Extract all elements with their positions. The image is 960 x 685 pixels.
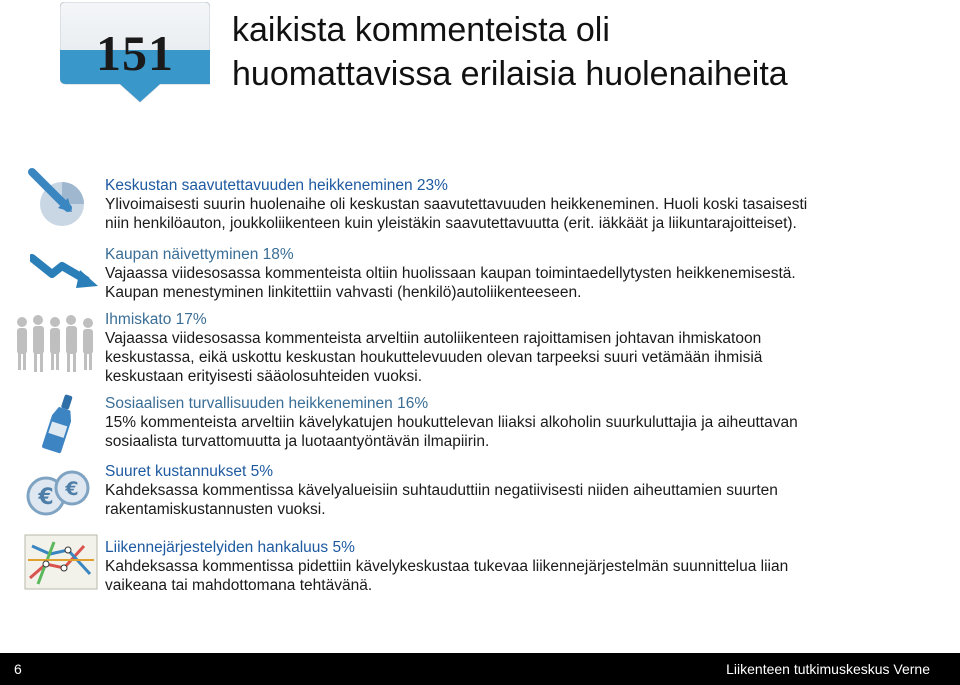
badge-number: 151: [96, 25, 174, 81]
section-text-line: niin henkilöauton, joukkoliikenteen kuin yleistäkin saavutettavuutta (erit. iäkkäät ja liikuntarajoitteiset).: [105, 215, 797, 232]
section-text-line: rakentamiskustannusten vuoksi.: [105, 501, 326, 518]
section-title: Ihmiskato 17%: [105, 311, 207, 328]
bottle-icon: [42, 392, 78, 454]
svg-text:€: €: [65, 478, 79, 500]
svg-text:€: €: [38, 485, 54, 510]
section-accessibility: [105, 176, 925, 233]
section-text-line: Ylivoimaisesti suurin huolenaihe oli keskustan saavutettavuuden heikkeneminen. Huoli koski tasaisesti: [105, 196, 808, 213]
section-title: Keskustan saavutettavuuden heikkeneminen 23%: [105, 177, 448, 194]
section-retail-decline: [105, 245, 925, 302]
people-silhouettes-icon: [12, 312, 100, 374]
section-title: Kaupan näivettyminen 18%: [105, 246, 294, 263]
section-costs: [105, 462, 925, 519]
page-number: 6: [14, 661, 22, 677]
section-text-line: keskustassa, eikä uskottu keskustan houkuttelevuuden olevan tarpeeksi suuri vetämään ihmisiä: [105, 349, 763, 366]
section-text-line: sosiaalista turvattomuutta ja luotaantyöntävän ilmapiirin.: [105, 433, 490, 450]
downward-trend-arrow-icon: [30, 250, 100, 292]
section-text-line: 15% kommenteista arveltiin kävelykatujen houkuttelevan liiaksi alkoholin suurkuluttajia ja aiheuttavan: [105, 414, 798, 431]
page-title: [232, 8, 932, 96]
number-badge: [60, 2, 210, 104]
section-text-line: Kahdeksassa kommentissa pidettiin kävelykeskustaa tukevaa liikennejärjestelmän suunnittelua liian: [105, 558, 789, 575]
section-social-safety: [105, 394, 925, 451]
organization-name: Liikenteen tutkimuskeskus Verne: [726, 661, 930, 677]
section-title: Suuret kustannukset 5%: [105, 463, 274, 480]
section-title: Sosiaalisen turvallisuuden heikkeneminen 16%: [105, 395, 429, 412]
section-text-line: vaikeana tai mahdottomana tehtävänä.: [105, 577, 373, 594]
pie-chart-arrow-icon: [28, 168, 86, 230]
title-line-1: kaikista kommenteista oli: [232, 11, 610, 49]
section-text-line: Vajaassa viidesosassa kommenteista oltiin huolissaan kaupan toimintaedellytysten heikkenemisestä.: [105, 265, 796, 282]
section-text-line: Vajaassa viidesosassa kommenteista arveltiin autoliikenteen rajoittamisen johtavan ihmiskatoon: [105, 330, 762, 347]
transit-map-icon: [24, 534, 98, 590]
section-text-line: Kaupan menestyminen linkitettiin vahvasti (henkilö)autoliikenteeseen.: [105, 284, 582, 301]
euro-coins-icon: [26, 468, 92, 518]
section-depopulation: [105, 310, 925, 386]
section-text-line: Kahdeksassa kommentissa kävelyalueisiin suhtauduttiin negatiivisesti niiden aiheuttamien suurten: [105, 482, 778, 499]
section-traffic-arrangements: [105, 538, 925, 595]
section-text-line: keskustaan erityisesti sääolosuhteiden vuoksi.: [105, 368, 423, 385]
footer-bar: [0, 653, 960, 685]
title-line-2: huomattavissa erilaisia huolenaiheita: [232, 55, 788, 93]
section-title: Liikennejärjestelyiden hankaluus 5%: [105, 539, 355, 556]
